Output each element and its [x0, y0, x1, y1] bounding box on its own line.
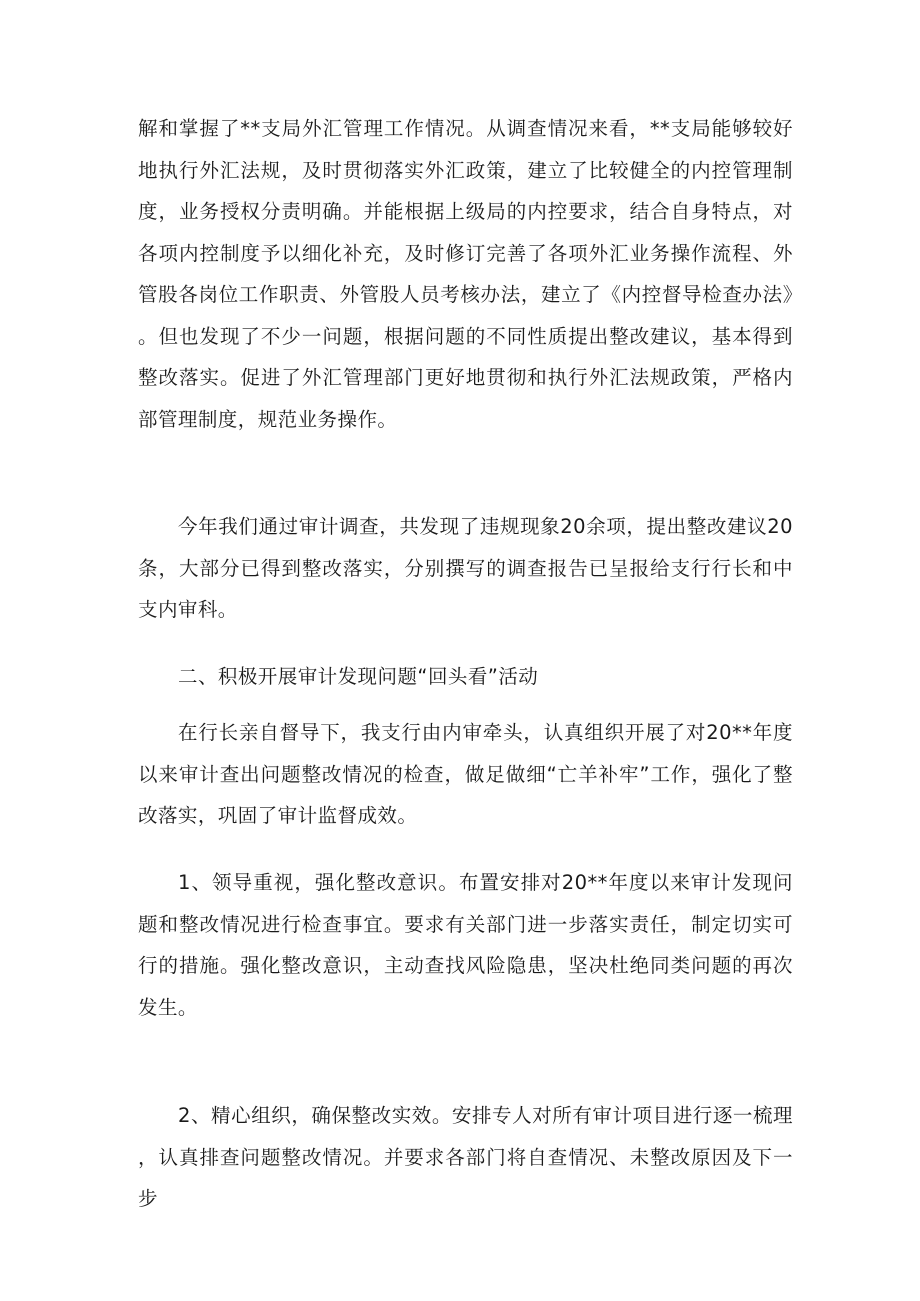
paragraph-supervision-findings: 解和掌握了**支局外汇管理工作情况。从调查情况来看，**支局能够较好地执行外汇法规，及时贯彻落实外汇政策，建立了比较健全的内控管理制度，业务授权分责明确。并能根据上级局的内控要求，结合自身特点，对各项内控制度予以细化补充，及时修订完善了各项外汇业务操作流程、外管股各岗位工作职责、外管股人员考核办法，建立了《内控督导检查办法》。但也发现了不少一问题，根据问题的不同性质提出整改建议，基本得到整改落实。促进了外汇管理部门更好地贯彻和执行外汇法规政策，严格内部管理制度，规范业务操作。: [138, 117, 793, 431]
paragraph-item-2-organization: 2、精心组织，确保整改实效。安排专人对所有审计项目进行逐一梳理，认真排查问题整改情况。并要求各部门将自查情况、未整改原因及下一步: [138, 1104, 793, 1210]
paragraph-president-supervision: 在行长亲自督导下，我支行由内审牵头，认真组织开展了对20**年度以来审计查出问题整改情况的检查，做足做细“亡羊补牢”工作，强化了整改落实，巩固了审计监督成效。: [138, 721, 793, 827]
paragraph-audit-results: 今年我们通过审计调查，共发现了违规现象20余项，提出整改建议20条，大部分已得到整改落实，分别撰写的调查报告已呈报给支行行长和中支内审科。: [138, 515, 793, 621]
paragraph-item-1-leadership: 1、领导重视，强化整改意识。布置安排对20**年度以来审计发现问题和整改情况进行检查事宜。要求有关部门进一步落实责任，制定切实可行的措施。强化整改意识，主动查找风险隐患，坚决杜绝同类问题的再次发生。: [138, 871, 793, 1019]
section-heading-look-back: 二、积极开展审计发现问题“回头看”活动: [178, 665, 539, 688]
